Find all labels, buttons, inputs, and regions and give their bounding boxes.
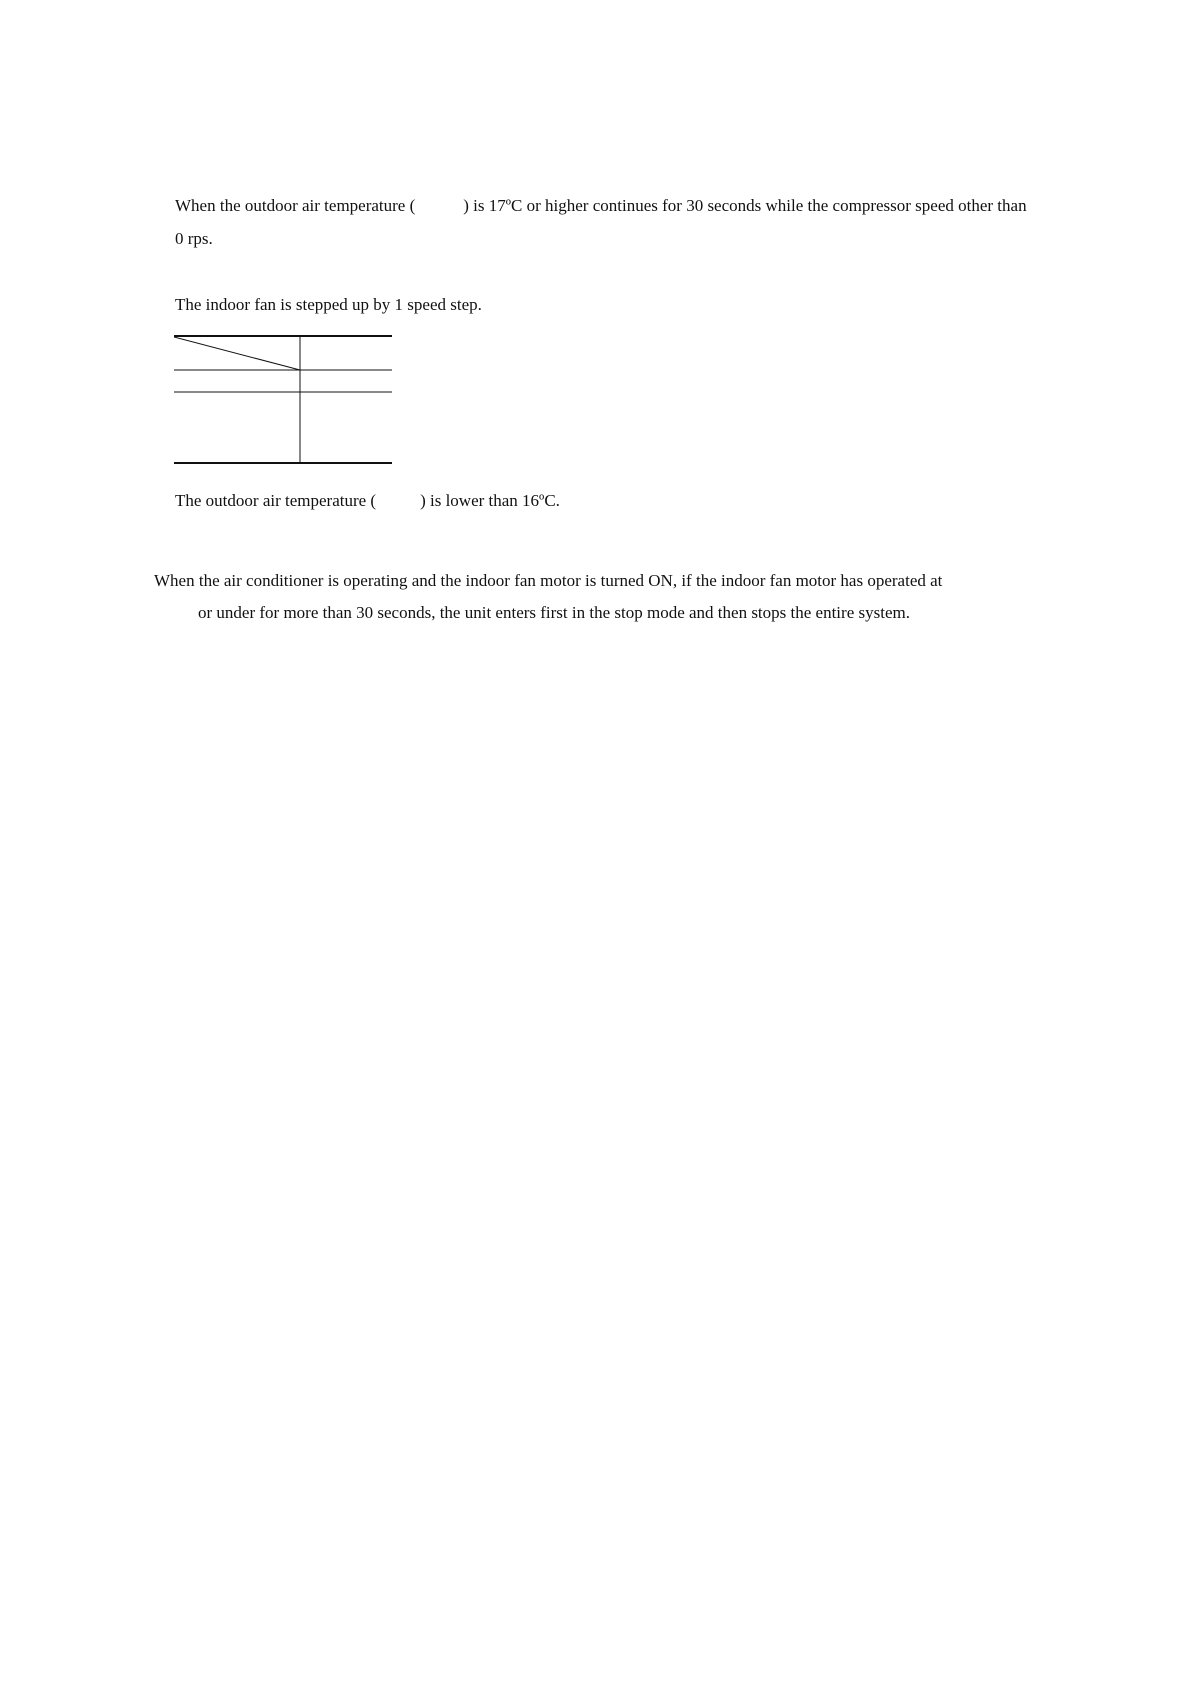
release-text-part-1: The outdoor air temperature ( <box>175 491 377 510</box>
condition-text-part-2: ) is 17ºC or higher continues for 30 seconds while the compressor speed other than <box>463 196 1027 215</box>
release-text <box>175 491 560 511</box>
fan-motor-error-line-1: When the air conditioner is operating and the indoor fan motor is turned ON, if the indoor fan motor has operated at <box>154 571 943 590</box>
fan-motor-error-line-2: or under for more than 30 seconds, the unit enters first in the stop mode and then stops the entire system. <box>198 603 910 622</box>
condition-text-line-1 <box>175 196 1027 216</box>
release-text-part-2: ) is lower than 16ºC. <box>420 491 560 510</box>
fan-speed-table <box>174 335 392 465</box>
condition-text-part-1: When the outdoor air temperature ( <box>175 196 416 215</box>
condition-text-line-2: 0 rps. <box>175 229 213 248</box>
action-text: The indoor fan is stepped up by 1 speed step. <box>175 295 482 314</box>
table-header-diagonal <box>174 337 300 370</box>
